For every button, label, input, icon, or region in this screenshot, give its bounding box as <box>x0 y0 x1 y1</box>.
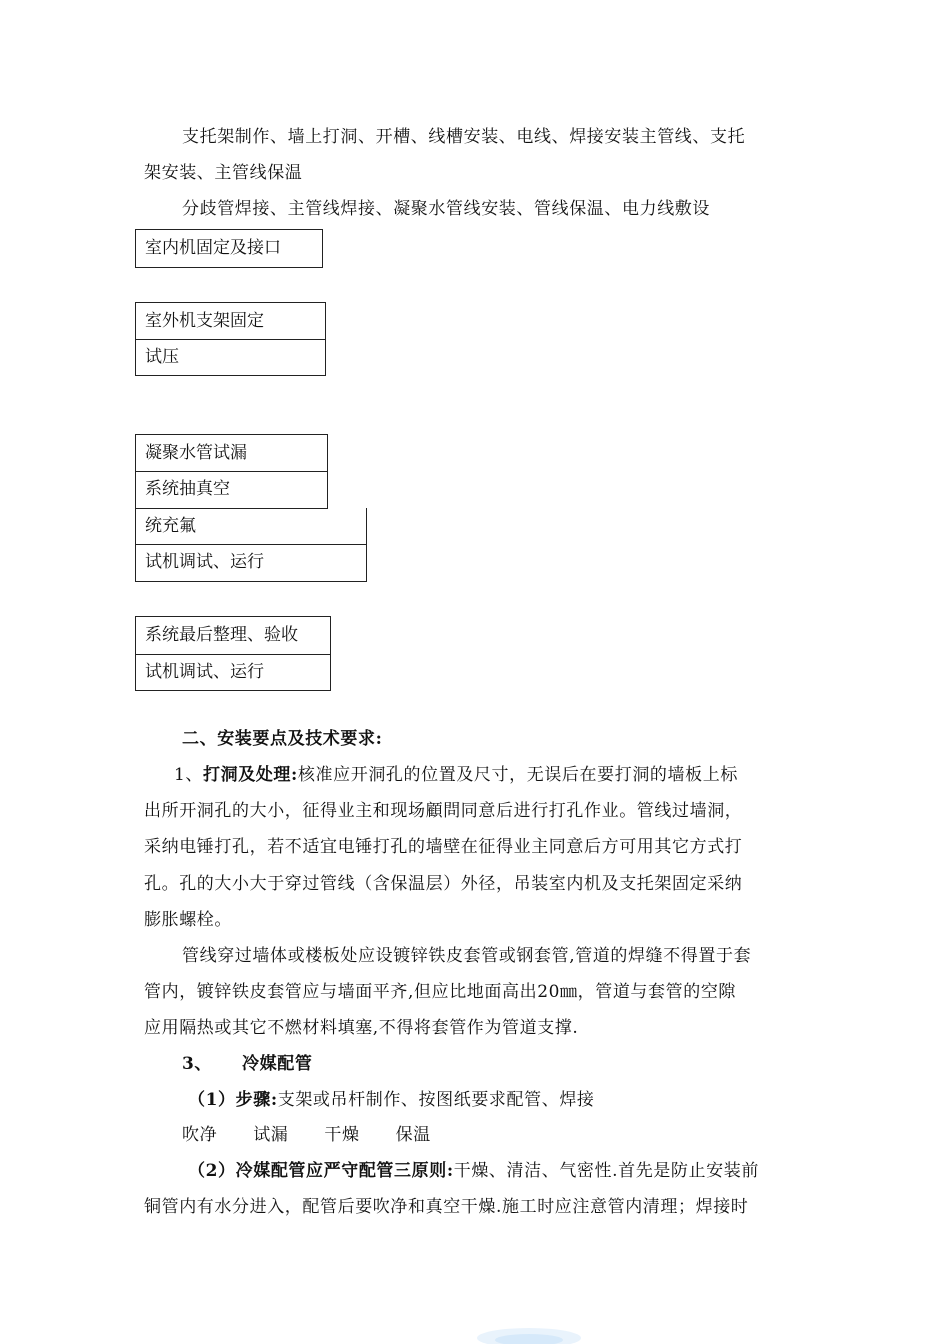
item1-line-3: 采纳电锤打孔，若不适宜电锤打孔的墙壁在征得业主同意后方可用其它方式打 <box>144 837 743 857</box>
item-title: 打洞及处理: <box>203 765 298 785</box>
para2-line-2: 管内，镀锌铁皮套管应与墙面平齐,但应比地面高出20㎜，管道与套管的空隙 <box>144 982 737 1002</box>
watermark-logo <box>474 1322 584 1344</box>
flow-box-acceptance <box>135 616 331 691</box>
step2-line-2: 铜管内有水分进入，配管后要吹净和真空干燥.施工时应注意管内清理；焊接时 <box>144 1197 749 1217</box>
item1-line-5: 膨胀螺栓。 <box>144 910 232 930</box>
step-label: （2）冷媒配管应严守配管三原则: <box>188 1161 454 1181</box>
item3-heading <box>182 1053 312 1075</box>
flow-step: 系统最后整理、验收 <box>145 625 298 645</box>
intro-line-1: 支托架制作、墙上打洞、开槽、线槽安装、电线、焊接安装主管线、支托 <box>182 127 746 147</box>
step-item: 吹净 <box>182 1125 218 1145</box>
item1-line-2: 出所开洞孔的大小，征得业主和现场顧問同意后进行打孔作业。管线过墙洞， <box>144 801 743 821</box>
step-item: 干燥 <box>324 1125 360 1145</box>
step-text: 干燥、清洁、气密性.首先是防止安装前 <box>453 1161 759 1181</box>
item1-line-1 <box>174 764 738 786</box>
flow-step: 试压 <box>145 347 179 367</box>
intro-line-2: 架安装、主管线保温 <box>144 163 303 183</box>
flow-step: 室内机固定及接口 <box>145 238 281 258</box>
para2-line-3: 应用隔热或其它不燃材料填塞,不得将套管作为管道支撑. <box>144 1018 579 1038</box>
section-heading: 二、安装要点及技术要求: <box>182 729 383 749</box>
step2-line <box>188 1160 759 1182</box>
step1-line <box>188 1089 595 1111</box>
item-number: 1、 <box>174 765 204 785</box>
flow-box-outdoor-unit <box>135 302 326 376</box>
intro-line-3: 分歧管焊接、主管线焊接、凝聚水管线安装、管线保温、电力线敷设 <box>182 199 710 219</box>
step-text: 支架或吊杆制作、按图纸要求配管、焊接 <box>277 1090 595 1110</box>
item1-line-4: 孔。孔的大小大于穿过管线（含保温层）外径，吊装室内机及支托架固定采纳 <box>144 874 743 894</box>
flow-box-charging <box>135 508 367 582</box>
step-sequence <box>182 1124 431 1146</box>
flow-step: 试机调试、运行 <box>145 662 264 682</box>
flow-step: 统充氟 <box>145 516 196 536</box>
step-item: 试漏 <box>253 1125 289 1145</box>
item-number: 3、 <box>182 1054 213 1074</box>
item-title: 冷媒配管 <box>242 1054 313 1074</box>
para2-line-1: 管线穿过墙体或楼板处应设镀锌铁皮套管或钢套管,管道的焊缝不得置于套 <box>182 946 752 966</box>
step-label: （1）步骤: <box>188 1090 278 1110</box>
flow-step: 凝聚水管试漏 <box>145 443 247 463</box>
flow-box-condensate <box>135 434 328 509</box>
item-text: 核准应开洞孔的位置及尺寸，无误后在要打洞的墙板上标 <box>297 765 738 785</box>
flow-step: 试机调试、运行 <box>145 552 264 572</box>
flow-step: 系统抽真空 <box>145 479 230 499</box>
flow-box-indoor-unit <box>135 229 323 268</box>
step-item: 保温 <box>395 1125 431 1145</box>
flow-step: 室外机支架固定 <box>145 311 264 331</box>
